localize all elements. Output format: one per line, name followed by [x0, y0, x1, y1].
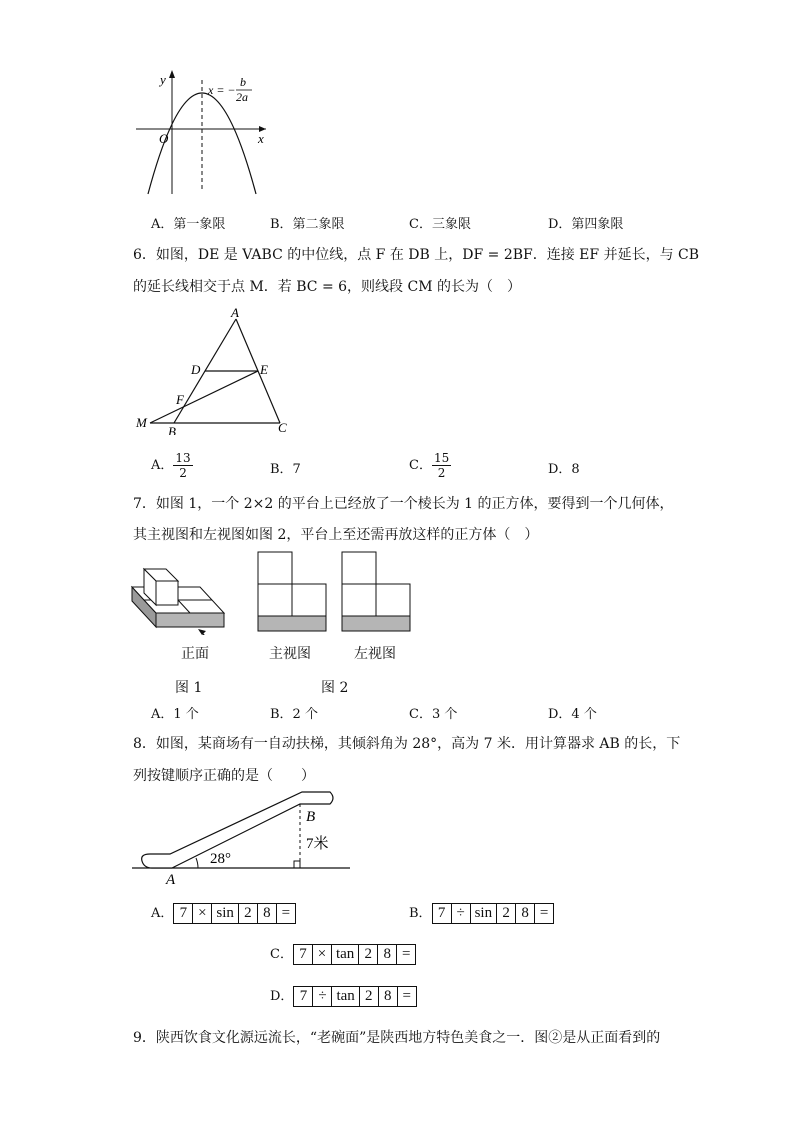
q6-option-a-den: 2 [179, 466, 187, 480]
fig2-caption: 图 2 [321, 680, 349, 696]
escalator-figure [130, 788, 355, 888]
q8-option-c-keys [293, 944, 416, 965]
left-view-top-square [342, 552, 376, 584]
key: sin [471, 904, 498, 923]
label-m: M [136, 415, 147, 430]
q6-option-d[interactable]: D．8 [548, 462, 580, 477]
origin-label: O [159, 131, 169, 146]
label-b: B [306, 809, 316, 825]
left-view-bottom-left [342, 584, 376, 616]
front-label: 正面 [181, 646, 209, 662]
q8-text-line1: 8．如图，某商场有一自动扶梯，其倾斜角为 28°，高为 7 米．用计算器求 AB 的长，下 [133, 736, 681, 752]
q8-option-a[interactable] [151, 902, 296, 924]
q5-option-b[interactable]: B．第二象限 [270, 217, 345, 232]
key: 2 [497, 904, 516, 923]
main-view-bottom-left [258, 584, 292, 616]
angle-label: 28° [210, 851, 231, 867]
q7-text-line2: 其主视图和左视图如图 2，平台上至还需再放这样的正方体（ ） [133, 527, 539, 543]
key: 7 [433, 904, 452, 923]
axis-eq-den: 2a [236, 90, 248, 104]
left-view-figure [340, 550, 412, 634]
q8-option-b-prefix: B． [409, 906, 432, 921]
q6-text-line1: 6．如图，DE 是 VABC 的中位线，点 F 在 DB 上，DF = 2BF．连接 EF 并延长，与 CB [133, 247, 700, 263]
key: = [281, 905, 291, 921]
q6-option-a-prefix: A． [151, 458, 174, 473]
q5-option-c[interactable]: C．三象限 [409, 217, 471, 232]
q6-option-b[interactable]: B．7 [270, 462, 301, 477]
key: = [402, 988, 411, 1004]
label-c: C [278, 420, 287, 435]
axis-eq-label: x = − [208, 83, 236, 97]
y-axis-arrow [169, 70, 175, 78]
main-view-platform [258, 616, 326, 631]
right-angle-mark [294, 861, 300, 868]
cube-front [156, 581, 178, 605]
key: 2 [359, 945, 378, 964]
q7-text-line1: 7．如图 1，一个 2×2 的平台上已经放了一个棱长为 1 的正方体，要得到一个几何体， [133, 496, 674, 512]
key: tan [332, 987, 359, 1006]
q8-option-b[interactable] [409, 902, 554, 924]
q8-option-c-prefix: C． [270, 947, 293, 962]
x-label: x [258, 131, 264, 146]
q8-option-a-keys [173, 903, 296, 924]
key: 8 [258, 904, 277, 923]
main-view-bottom-right [292, 584, 326, 616]
key: ÷ [452, 904, 471, 923]
cube-platform-figure [128, 555, 230, 635]
key: sin [212, 904, 239, 923]
q6-option-c[interactable] [409, 451, 451, 480]
q7-option-c[interactable]: C．3 个 [409, 707, 458, 722]
q8-option-d-keys [293, 986, 416, 1007]
q8-option-a-prefix: A． [151, 906, 174, 921]
q6-option-c-den: 2 [437, 466, 446, 480]
q7-option-d[interactable]: D．4 个 [548, 707, 597, 722]
q6-option-c-prefix: C． [409, 458, 432, 473]
front-arrow-head [198, 629, 206, 635]
main-view-label: 主视图 [269, 646, 311, 662]
q6-option-c-num: 15 [433, 451, 450, 465]
y-label: y [160, 72, 166, 87]
key: 2 [239, 904, 258, 923]
key: ÷ [313, 987, 332, 1006]
key: = [402, 946, 411, 962]
q6-option-a-num: 13 [175, 451, 191, 465]
height-label: 7米 [306, 836, 329, 852]
main-view-top-square [258, 552, 292, 584]
q8-option-b-keys [432, 903, 555, 924]
label-f: F [176, 392, 184, 407]
left-view-platform [342, 616, 410, 631]
key: 8 [379, 987, 398, 1006]
escalator-body [142, 792, 333, 868]
q6-text-line2: 的延长线相交于点 M．若 BC = 6，则线段 CM 的长为（ ） [133, 279, 521, 295]
key: = [539, 905, 549, 921]
fig1-caption: 图 1 [175, 680, 203, 696]
label-d: D [191, 362, 201, 377]
key: × [193, 904, 212, 923]
key: 7 [174, 904, 193, 923]
label-a: A [231, 305, 239, 320]
key: 7 [294, 945, 313, 964]
main-view-figure [256, 550, 328, 634]
q6-option-a-fraction [173, 451, 192, 480]
q7-option-b[interactable]: B．2 个 [270, 707, 318, 722]
label-a: A [166, 872, 176, 888]
key: 8 [378, 945, 397, 964]
q8-option-d-prefix: D． [270, 989, 294, 1004]
q5-option-d[interactable]: D．第四象限 [548, 217, 624, 232]
angle-arc [196, 858, 198, 868]
label-e: E [260, 362, 268, 377]
q8-option-d[interactable] [270, 985, 417, 1007]
parabola-figure [128, 66, 278, 200]
left-view-bottom-right [376, 584, 410, 616]
q9-text-line1: 9．陕西饮食文化源远流长，“老碗面”是陕西地方特色美食之一．图②是从正面看到的 [133, 1030, 661, 1046]
q7-option-a[interactable]: A．1 个 [151, 707, 199, 722]
label-b: B [168, 424, 176, 435]
line-me [150, 371, 258, 423]
key: tan [332, 945, 359, 964]
q8-text-line2: 列按键顺序正确的是（ ） [133, 768, 315, 784]
q8-option-c[interactable] [270, 943, 416, 965]
triangle-figure [130, 305, 300, 435]
q6-option-a[interactable] [151, 451, 193, 480]
left-view-label: 左视图 [354, 646, 396, 662]
q5-option-a[interactable]: A．第一象限 [151, 217, 226, 232]
key: 8 [516, 904, 535, 923]
key: 2 [360, 987, 379, 1006]
key: × [313, 945, 332, 964]
key: 7 [294, 987, 313, 1006]
q6-option-c-fraction [432, 451, 451, 480]
axis-eq-num: b [240, 75, 246, 89]
platform-front [156, 613, 224, 627]
